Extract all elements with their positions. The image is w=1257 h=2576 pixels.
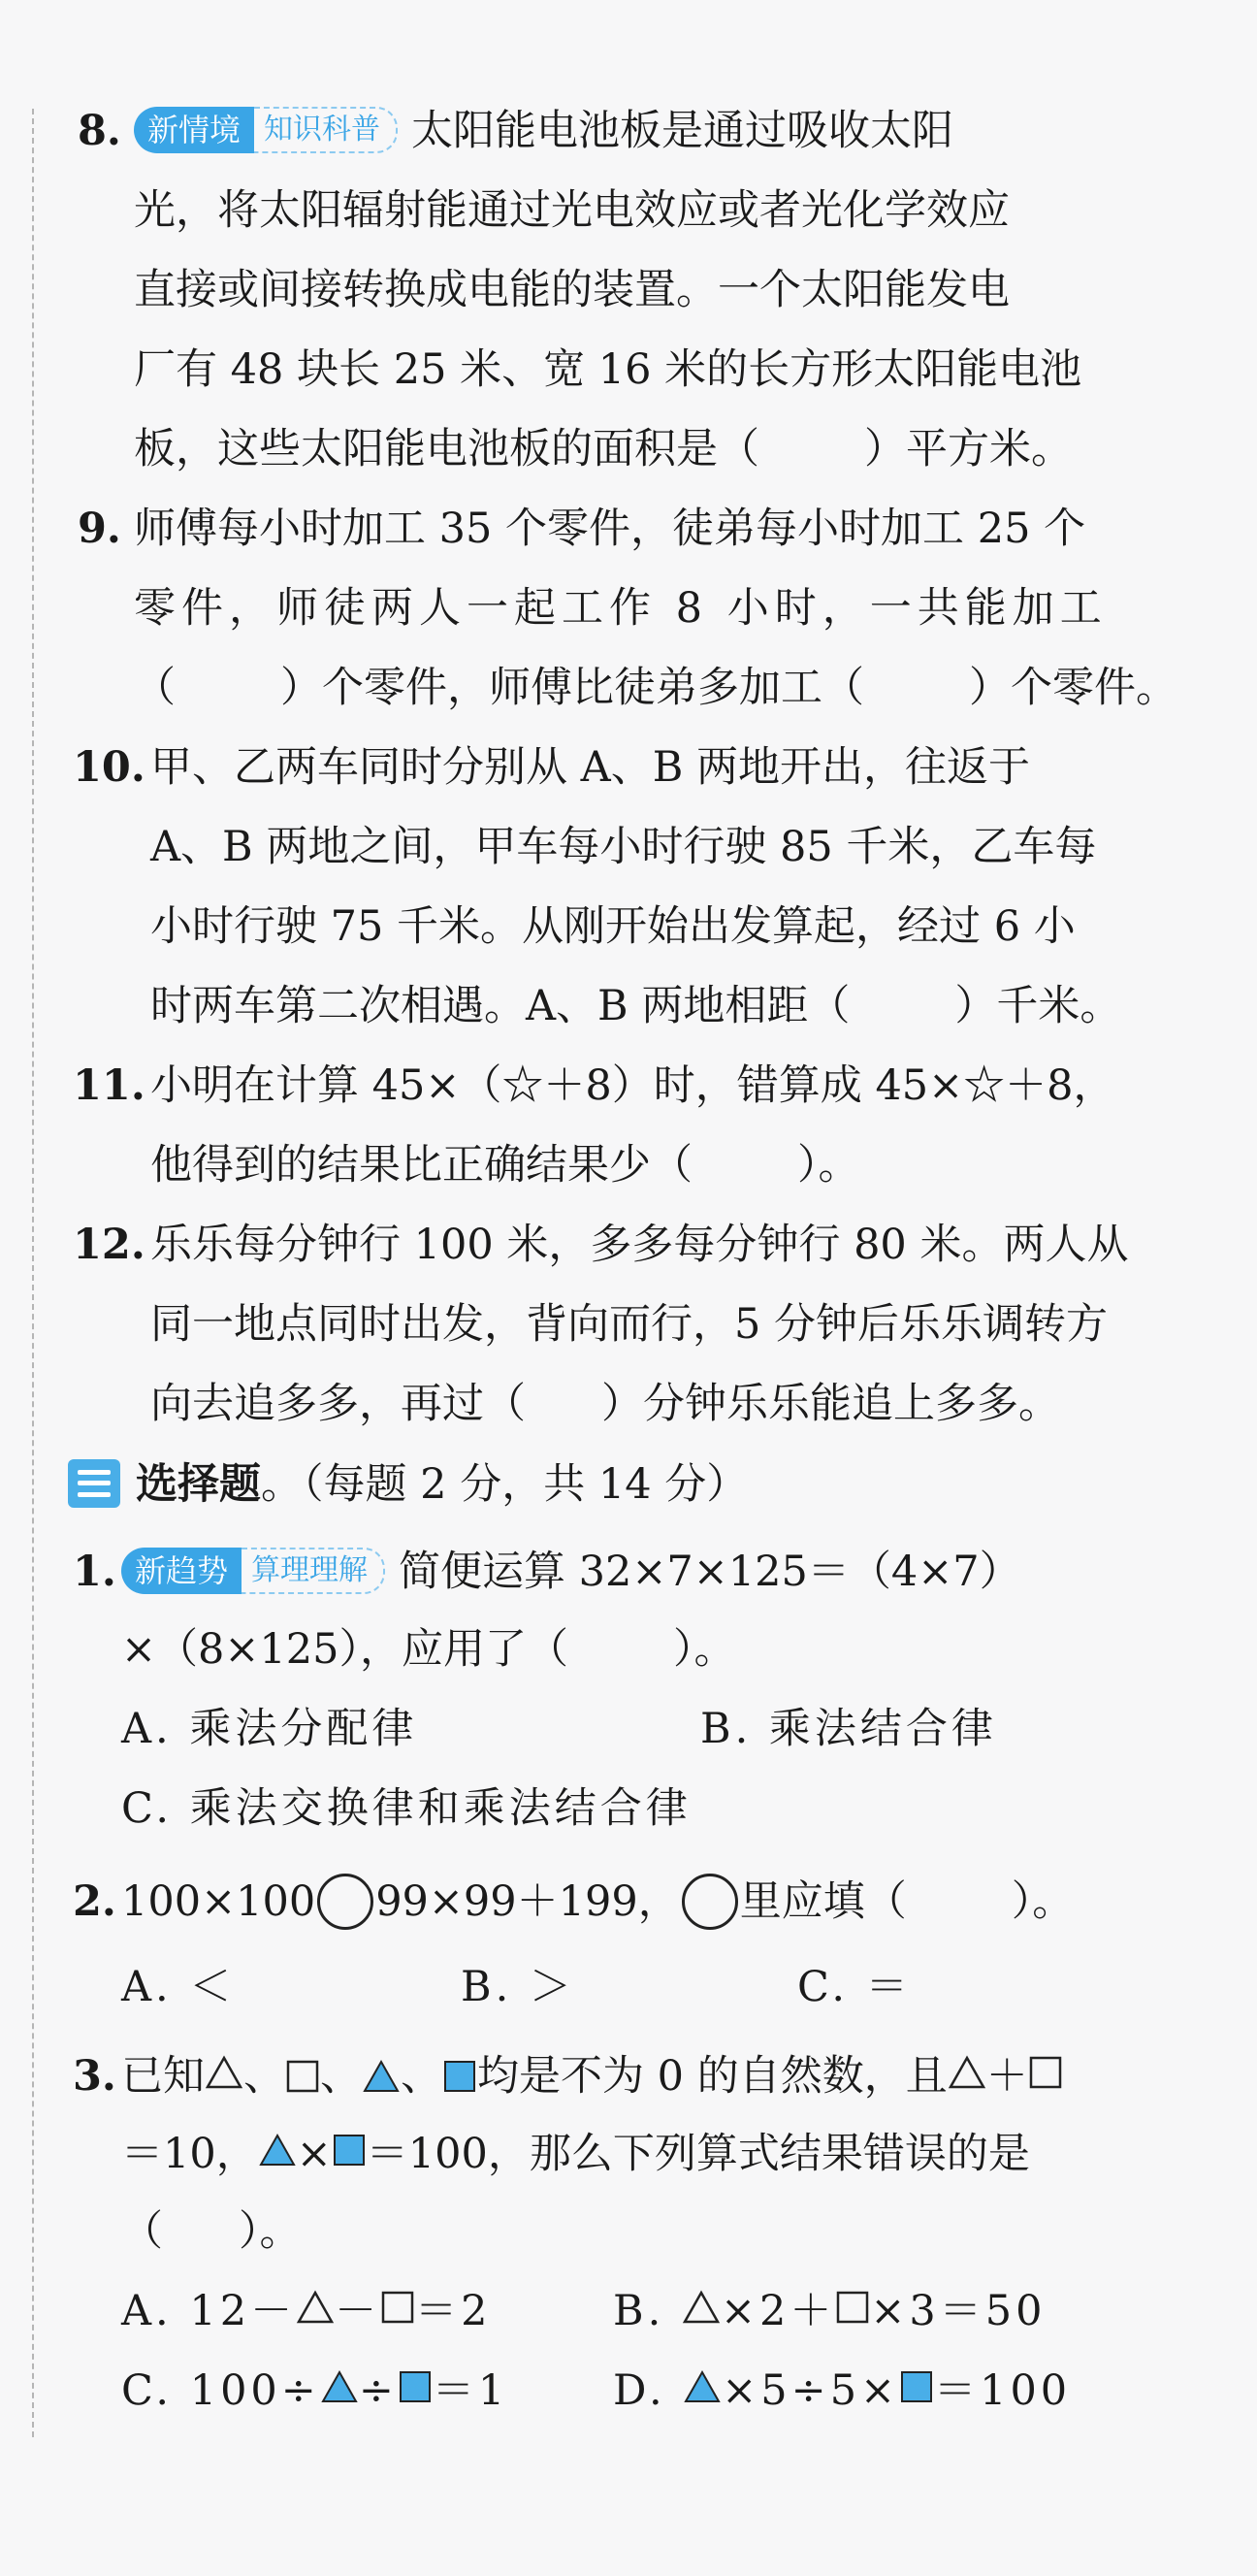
c1-line-1	[121, 1543, 1021, 1601]
c2-number: 2.	[73, 1877, 116, 1926]
c3-text-3b: ）。	[239, 2207, 302, 2256]
q8-line-3: 直接或间接转换成电能的装置。一个太阳能发电	[134, 266, 1010, 314]
q12-text-3b: ）分钟乐乐能追上多多。	[601, 1380, 1060, 1428]
triangle-blue-icon	[683, 2366, 722, 2415]
c3-sep-1: 、	[243, 2052, 285, 2101]
square-outline-icon	[835, 2287, 870, 2335]
c3-d-p1: D.	[613, 2366, 684, 2415]
c3-b-p2: ×2＋	[720, 2287, 836, 2335]
c3-a-p2: －	[335, 2287, 381, 2335]
q8-text-5a: 板，这些太阳能电池板的面积是（	[134, 425, 759, 473]
c2-option-b[interactable]: B. ＞	[461, 1963, 575, 2011]
q8-number: 8.	[78, 107, 121, 155]
square-blue-icon	[398, 2366, 433, 2415]
c3-b-p1: B.	[613, 2287, 682, 2335]
q12-line-2: 同一地点同时出发，背向而行，5 分钟后乐乐调转方	[150, 1300, 1109, 1349]
circle-icon	[682, 1874, 738, 1930]
c3-c-p2: ÷	[358, 2366, 398, 2415]
triangle-blue-icon	[320, 2366, 359, 2415]
q10-number: 10.	[73, 743, 145, 792]
q8-text-1: 太阳能电池板是通过吸收太阳	[411, 107, 954, 155]
c1-text-2b: ）。	[673, 1625, 736, 1674]
q8-line-1	[134, 102, 953, 160]
c3-b-p3: ×3＝50	[870, 2287, 1047, 2335]
q12-line-1: 乐乐每分钟行 100 米，多多每分钟行 80 米。两人从	[150, 1221, 1129, 1269]
triangle-outline-icon	[948, 2052, 986, 2101]
section-number-icon	[68, 1459, 120, 1508]
q8-text-5b: ）平方米。	[864, 425, 1073, 473]
binding-margin-line	[32, 109, 34, 2437]
c3-c-p3: ＝1	[432, 2366, 509, 2415]
q9-number: 9.	[78, 505, 121, 553]
square-outline-icon	[380, 2287, 415, 2335]
square-blue-icon	[899, 2366, 934, 2415]
c1-tag-badge: 新趋势	[121, 1548, 242, 1594]
q11-text-2: 他得到的结果比正确结果少（	[150, 1141, 693, 1190]
triangle-outline-icon	[682, 2287, 721, 2335]
c3-text-2b: ＝100，那么下列算式结果错误的是	[366, 2130, 1030, 2178]
c3-paren-open: （	[121, 2207, 163, 2256]
c1-option-c[interactable]: C. 乘法交换律和乘法结合律	[121, 1784, 692, 1833]
c3-sep-2: 、	[320, 2052, 362, 2101]
q11-line-1: 小明在计算 45×（☆＋8）时，错算成 45×☆＋8，	[150, 1061, 1115, 1110]
c3-d-p2: ×5÷5×	[722, 2366, 900, 2415]
q8-tag	[134, 107, 398, 153]
c3-a-p3: ＝2	[415, 2287, 492, 2335]
c3-times: ×	[296, 2130, 332, 2178]
c2-text-d: ）。	[1011, 1877, 1075, 1926]
c3-line-3	[121, 2202, 302, 2261]
circle-blank-icon[interactable]	[317, 1874, 373, 1930]
q10-line-4	[150, 977, 1121, 1035]
q9-line-1: 师傅每小时加工 35 个零件，徒弟每小时加工 25 个	[134, 505, 1086, 553]
q12-line-3	[150, 1375, 1060, 1433]
q9-line-3	[134, 659, 1177, 717]
c3-c-p1: C. 100÷	[121, 2366, 320, 2415]
q10-text-4: 时两车第二次相遇。A、B 两地相距（	[150, 982, 851, 1030]
c1-text-2: ×（8×125），应用了（	[121, 1625, 568, 1674]
q10-text-4b: ）千米。	[954, 982, 1122, 1030]
section-note: 。（每题 2 分，共 14 分）	[261, 1460, 749, 1509]
c1-text-1: 简便运算 32×7×125＝（4×7）	[399, 1548, 1021, 1596]
q10-line-3: 小时行驶 75 千米。从刚开始出发算起，经过 6 小	[150, 902, 1076, 951]
q12-text-3: 向去追多多，再过（	[150, 1380, 526, 1428]
triangle-outline-icon	[205, 2052, 243, 2101]
q9-text-3c: ）个零件。	[969, 664, 1177, 712]
q8-line-5	[134, 420, 1073, 478]
square-blue-icon	[442, 2052, 477, 2101]
section-title: 选择题	[136, 1460, 261, 1509]
q11-line-2	[150, 1136, 860, 1194]
c3-text-1a: 已知	[121, 2052, 205, 2101]
c3-option-c[interactable]	[121, 2362, 508, 2420]
c3-number: 3.	[73, 2052, 116, 2101]
triangle-outline-icon	[296, 2287, 335, 2335]
c3-plus: ＋	[985, 2052, 1028, 2101]
c3-line-1	[121, 2047, 1063, 2105]
q9-paren-open: （	[134, 664, 176, 712]
c2-option-c[interactable]: C. ＝	[797, 1963, 912, 2011]
q8-line-4: 厂有 48 块长 25 米、宽 16 米的长方形太阳能电池	[134, 345, 1082, 394]
triangle-blue-icon	[258, 2130, 297, 2178]
c3-d-p3: ＝100	[934, 2366, 1072, 2415]
c2-text-b: 99×99＋199，	[375, 1877, 680, 1926]
q10-line-2: A、B 两地之间，甲车每小时行驶 85 千米，乙车每	[150, 823, 1097, 871]
section-header	[68, 1455, 748, 1514]
square-outline-icon	[1028, 2052, 1063, 2101]
triangle-blue-icon	[362, 2052, 401, 2101]
square-blue-icon	[332, 2130, 367, 2178]
q11-number: 11.	[73, 1061, 145, 1110]
c2-text-a: 100×100	[121, 1877, 316, 1926]
c1-tag-sub: 算理理解	[242, 1548, 385, 1594]
square-outline-icon	[285, 2052, 320, 2101]
c3-text-2a: ＝10，	[121, 2130, 258, 2178]
c2-line-1	[121, 1873, 1074, 1931]
q11-text-2b: ）。	[797, 1141, 860, 1190]
c1-tag	[121, 1548, 385, 1594]
q8-tag-sub: 知识科普	[254, 107, 398, 153]
c3-option-d[interactable]	[613, 2362, 1071, 2420]
c1-option-a[interactable]: A. 乘法分配律	[121, 1705, 418, 1753]
c1-number: 1.	[73, 1548, 116, 1596]
q9-line-2: 零件，师徒两人一起工作 8 小时，一共能加工	[134, 584, 1108, 633]
c2-option-a[interactable]: A. ＜	[121, 1963, 236, 2011]
c1-line-2	[121, 1620, 736, 1679]
c3-text-1b: 均是不为 0 的自然数，且	[477, 2052, 948, 2101]
q8-line-2: 光，将太阳辐射能通过光电效应或者光化学效应	[134, 186, 1010, 235]
c3-option-b[interactable]	[613, 2282, 1046, 2340]
c3-sep-3: 、	[401, 2052, 442, 2101]
c2-text-c: 里应填（	[739, 1877, 907, 1926]
c1-option-b[interactable]: B. 乘法结合律	[700, 1705, 997, 1753]
c3-a-p1: A. 12－	[121, 2287, 297, 2335]
c3-option-a[interactable]	[121, 2282, 491, 2340]
c3-line-2	[121, 2125, 1030, 2183]
q8-tag-badge: 新情境	[134, 107, 254, 153]
q9-text-3: ）个零件，师傅比徒弟多加工（	[280, 664, 864, 712]
q10-line-1: 甲、乙两车同时分别从 A、B 两地开出，往返于	[150, 743, 1030, 792]
q12-number: 12.	[73, 1221, 145, 1269]
